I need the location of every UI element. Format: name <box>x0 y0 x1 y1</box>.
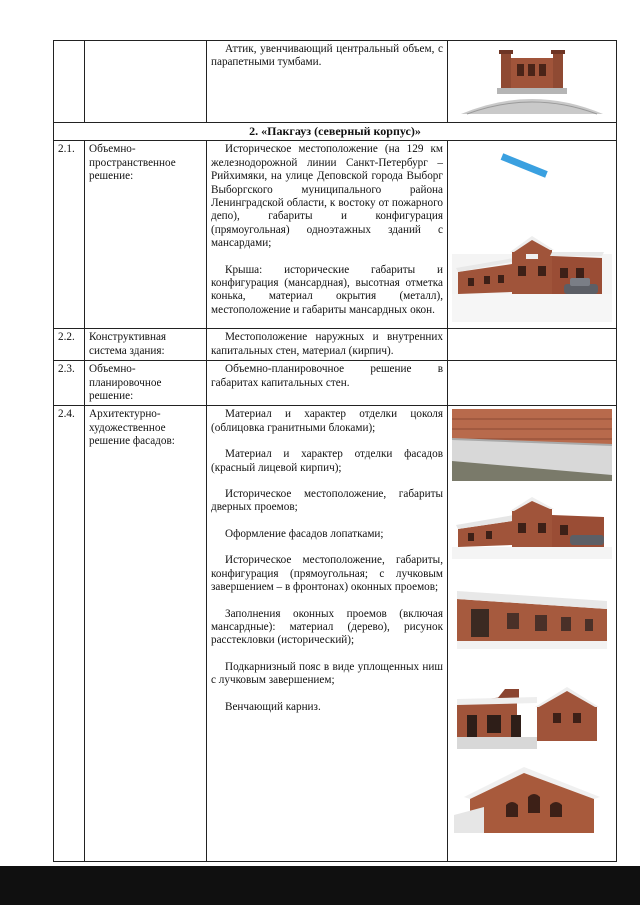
paragraph: Заполнения оконных проемов (включая мансардные): материал (дерево), рисунок расстекловки (исторический); <box>211 607 443 647</box>
table-row-2-3 <box>54 361 617 406</box>
warehouse-exterior-photo <box>452 144 612 322</box>
row-number: 2.1. <box>54 141 85 329</box>
row-number: 2.2. <box>54 329 85 361</box>
scan-bottom-edge <box>0 866 640 905</box>
paragraph: Историческое местоположение, габариты, конфигурация (прямоугольная; с лучковым завершением – в фронтонах) оконных проемов; <box>211 554 443 594</box>
row-name: Архитектурно-художественное решение фасадов: <box>85 406 207 862</box>
paragraph: Материал и характер отделки цоколя (облицовка гранитными блоками); <box>211 408 443 434</box>
attic-description: Аттик, увенчивающий центральный объем, с парапетными тумбами. <box>211 43 443 69</box>
row-name: Конструктивная система здания: <box>85 329 207 361</box>
cell-name-empty <box>85 41 207 123</box>
plinth-photo <box>452 409 612 481</box>
paragraph: Крыша: исторические габариты и конфигурация (мансардная), высотная отметка конька, материал окрытия (металл), местоположение и габариты мансардных окон. <box>211 263 443 316</box>
section-title: 2. «Пакгауз (северный корпус)» <box>54 123 617 141</box>
cell-photos-2-1 <box>448 141 617 329</box>
cell-attic-photo <box>448 41 617 123</box>
row-name: Объемно-планировочное решение: <box>85 361 207 406</box>
cell-photos-2-4 <box>448 406 617 862</box>
paragraph: Историческое местоположение, габариты дверных проемов; <box>211 488 443 514</box>
attic-photo <box>457 44 607 116</box>
table-row-2-4 <box>54 406 617 862</box>
cell-empty <box>448 329 617 361</box>
facade-photo <box>452 495 612 559</box>
paragraph: Местоположение наружных и внутренних капитальных стен, материал (кирпич). <box>211 331 443 357</box>
row-description <box>207 329 448 361</box>
entrance-photo <box>457 685 607 749</box>
gable-photo <box>454 767 610 833</box>
paragraph: Объемно-планировочное решение в габаритах капитальных стен. <box>211 363 443 389</box>
paragraph: Оформление фасадов лопатками; <box>225 527 384 540</box>
cell-empty <box>448 361 617 406</box>
table-row-2-2 <box>54 329 617 361</box>
row-description <box>207 141 448 329</box>
table-row-section <box>54 123 617 141</box>
cell-attic-text <box>207 41 448 123</box>
window-openings-photo <box>457 579 607 649</box>
paragraph: Историческое местоположение (на 129 км железнодорожной линии Санкт-Петербург – Рийхимяки, на улице Деповской города Выборг Выборгского муниципального района Ленинградской области, к востоку от пожарного депо), габариты и конфигурация (прямоугольная) одноэтажных зданий с мансардами; <box>211 143 443 250</box>
paragraph: Венчающий карниз. <box>225 700 321 713</box>
table-row-2-1 <box>54 141 617 329</box>
row-name: Объемно-пространственное решение: <box>85 141 207 329</box>
paragraph: Подкарнизный пояс в виде уплощенных ниш с лучковым завершением; <box>211 660 443 687</box>
row-description <box>207 361 448 406</box>
paragraph: Материал и характер отделки фасадов (красный лицевой кирпич); <box>211 448 443 474</box>
row-description <box>207 406 448 862</box>
row-number: 2.4. <box>54 406 85 862</box>
cell-num-empty <box>54 41 85 123</box>
table-row-attic <box>54 41 617 123</box>
heritage-protection-table <box>53 40 617 862</box>
row-number: 2.3. <box>54 361 85 406</box>
